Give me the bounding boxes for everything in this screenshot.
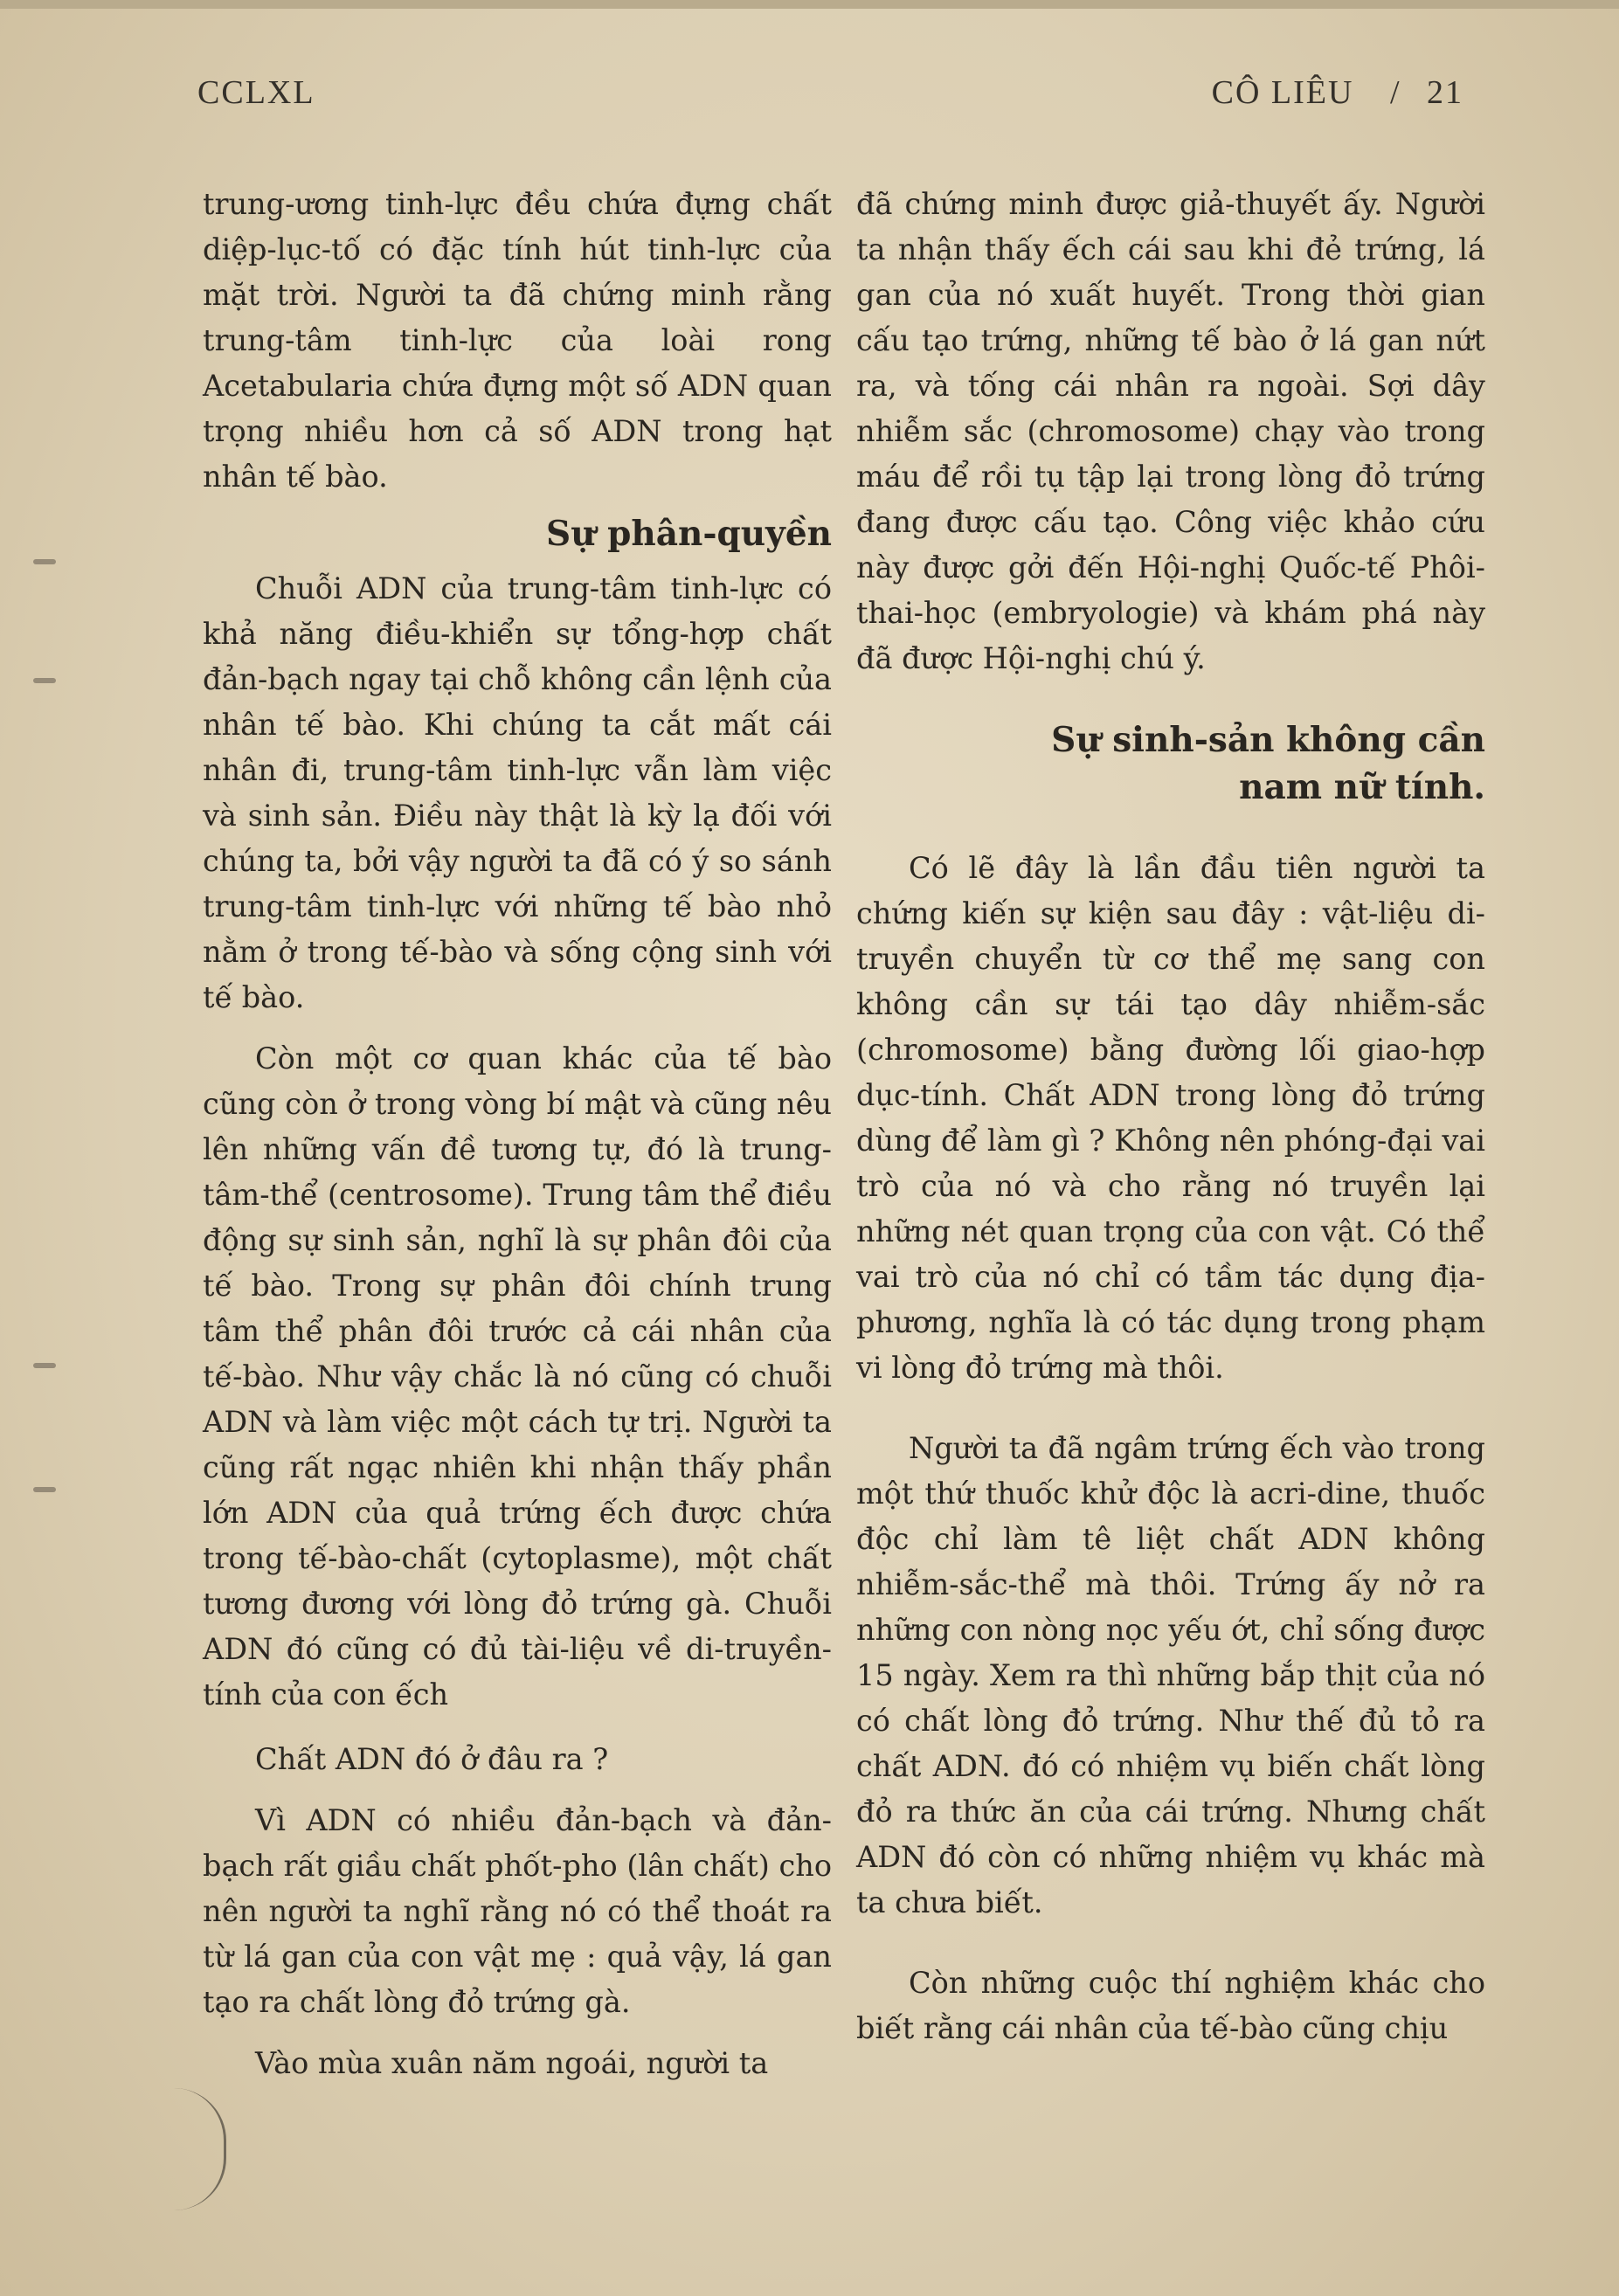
margin-mark	[33, 1487, 56, 1492]
margin-mark	[33, 1363, 56, 1368]
pencil-bracket	[171, 2088, 226, 2210]
paragraph: Người ta đã ngâm trứng ếch vào trong một thứ thuốc khử độc là acri-dine, thuốc độc chỉ làm tê liệt chất ADN không nhiễm-sắc-thể mà thôi. Trứng ấy nở ra những con nòng nọc yếu ớt, chỉ sống được 15 ngày. Xem ra thì những bắp thịt của nó có chất lòng đỏ trứng. Như thế đủ tỏ ra chất ADN. đó có nhiệm vụ biến chất lòng đỏ ra thức ăn của cái trứng. Nhưng chất ADN đó còn có những nhiệm vụ khác mà ta chưa biết.	[856, 1431, 1485, 1919]
right-column	[856, 182, 1485, 2051]
paragraph: trung-ương tinh-lực đều chứa đựng chất diệp-lục-tố có đặc tính hút tinh-lực của mặt trời. Người ta đã chứng minh rằng trung-tâm tinh-lực của loài rong Acetabularia chứa đựng một số ADN quan trọng nhiều hơn cả số ADN trong hạt nhân tế bào.	[203, 187, 832, 494]
section-heading-phan-quyen: Sự phân-quyền	[546, 514, 832, 554]
margin-mark	[33, 559, 56, 564]
paragraph: Còn những cuộc thí nghiệm khác cho biết rằng cái nhân của tế-bào cũng chịu	[856, 1966, 1485, 2045]
paragraph: Còn một cơ quan khác của tế bào cũng còn ở trong vòng bí mật và cũng nêu lên những vấn đề tương tự, đó là trung-tâm-thể (centrosome). Trung tâm thể điều động sự sinh sản, nghĩ là sự phân đôi của tế bào. Trong sự phân đôi chính trung tâm thể phân đôi trước cả cái nhân của tế-bào. Như vậy chắc là nó cũng có chuỗi ADN và làm việc một cách tự trị. Người ta cũng rất ngạc nhiên khi nhận thấy phần lớn ADN của quả trứng ếch được chứa trong tế-bào-chất (cytoplasme), một chất tương đương với lòng đỏ trứng gà. Chuỗi ADN đó cũng có đủ tài-liệu về di-truyền-tính của con ếch	[203, 1041, 832, 1712]
heading-line-1: Sự sinh-sản không cần	[1051, 720, 1485, 760]
left-column	[203, 182, 832, 2086]
heading-line-2: nam nữ tính.	[1239, 767, 1485, 807]
paragraph: Vào mùa xuân năm ngoái, người ta	[255, 2046, 769, 2080]
header-left-code: CCLXL	[197, 74, 315, 111]
paragraph: Có lẽ đây là lần đầu tiên người ta chứng kiến sự kiện sau đây : vật-liệu di-truyền chuyển từ cơ thể mẹ sang con không cần sự tái tạo dây nhiễm-sắc (chromosome) bằng đường lối giao-hợp dục-tính. Chất ADN trong lòng đỏ trứng dùng để làm gì ? Không nên phóng-đại vai trò của nó và cho rằng nó truyền lại những nét quan trọng của con vật. Có thể vai trò của nó chỉ có tầm tác dụng địa-phương, nghĩa là có tác dụng trong phạm vi lòng đỏ trứng mà thôi.	[856, 851, 1485, 1385]
paragraph: Vì ADN có nhiều đản-bạch và đản-bạch rất giầu chất phốt-pho (lân chất) cho nên người ta nghĩ rằng nó có thể thoát ra từ lá gan của con vật mẹ : quả vậy, lá gan tạo ra chất lòng đỏ trứng gà.	[203, 1803, 832, 2019]
paragraph: đã chứng minh được giả-thuyết ấy. Người ta nhận thấy ếch cái sau khi đẻ trứng, lá gan của nó xuất huyết. Trong thời gian cấu tạo trứng, những tế bào ở lá gan nứt ra, và tống cái nhân ra ngoài. Sợi dây nhiễm sắc (chromosome) chạy vào trong máu để rồi tụ tập lại trong lòng đỏ trứng đang được cấu tạo. Công việc khảo cứu này được gởi đến Hội-nghị Quốc-tế Phôi-thai-học (embryologie) và khám phá này đã được Hội-nghị chú ý.	[856, 187, 1485, 675]
top-edge	[0, 0, 1619, 9]
header-separator: /	[1389, 74, 1401, 111]
paragraph: Chuỗi ADN của trung-tâm tinh-lực có khả năng điều-khiển sự tổng-hợp chất đản-bạch ngay tại chỗ không cần lệnh của nhân tế bào. Khi chúng ta cắt mất cái nhân đi, trung-tâm tinh-lực vẫn làm việc và sinh sản. Điều này thật là kỳ lạ đối với chúng ta, bởi vậy người ta đã có ý so sánh trung-tâm tinh-lực với những tế bào nhỏ nằm ở trong tế-bào và sống cộng sinh với tế bào.	[203, 571, 832, 1014]
header-right	[1212, 73, 1463, 112]
question-line: Chất ADN đó ở đâu ra ?	[255, 1742, 609, 1776]
header-title: CÔ LIÊU	[1211, 74, 1354, 111]
margin-mark	[33, 678, 56, 683]
section-heading-sinh-san	[856, 716, 1485, 811]
page-number: 21	[1427, 74, 1463, 111]
